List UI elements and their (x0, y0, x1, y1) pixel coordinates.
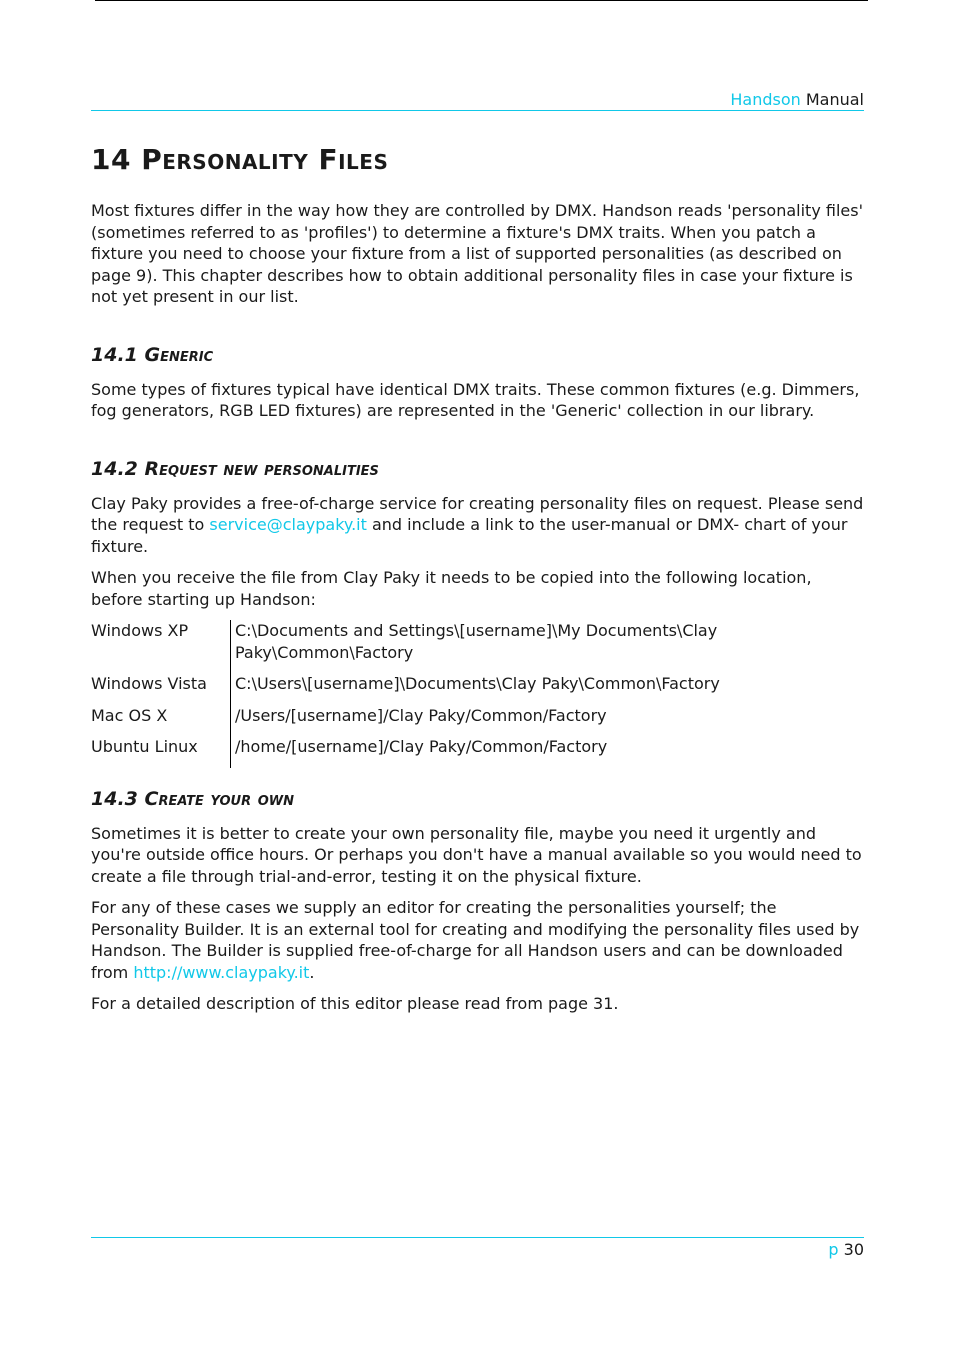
section-number: 14.2 (91, 457, 138, 480)
page-footer (91, 1240, 864, 1259)
website-link[interactable]: http://www.claypaky.it (133, 962, 310, 982)
chapter-title: Personality Files (141, 143, 389, 176)
top-rule (95, 0, 868, 1)
section-number: 14.1 (91, 343, 138, 366)
paths-table (91, 620, 864, 768)
page-number: 30 (843, 1240, 864, 1259)
text-run: . (309, 962, 315, 982)
os-path: C:\Users\[username]\Documents\Clay Paky\Common\Factory (231, 673, 865, 705)
section-title: Generic (144, 343, 214, 366)
table-row (91, 673, 864, 705)
page-content (91, 140, 864, 1025)
table-row (91, 705, 864, 737)
os-path: /home/[username]/Clay Paky/Common/Factory (231, 736, 865, 768)
os-name: Windows XP (91, 621, 189, 640)
location-paragraph: When you receive the file from Clay Paky it needs to be copied into the following location, before starting up Handson: (91, 568, 812, 609)
section-heading-generic (91, 342, 864, 368)
os-path: C:\Documents and Settings\[username]\My Documents\Clay Paky\Common\Factory (231, 620, 865, 673)
generic-paragraph: Some types of fixtures typical have identical DMX traits. These common fixtures (e.g. Dimmers, fog generators, RGB LED fixtures) are represented in the 'Generic' collection in our library. (91, 379, 860, 420)
create-paragraph-2 (91, 897, 864, 983)
section-title: Create your own (144, 787, 294, 810)
section-number: 14.3 (91, 787, 138, 810)
chapter-heading (91, 140, 864, 180)
section-heading-create (91, 786, 864, 812)
page-prefix: p (828, 1240, 839, 1259)
os-name: Mac OS X (91, 705, 168, 725)
request-paragraph (91, 493, 864, 558)
text-run: For any of these cases we supply an editor for creating the personalities yourself; the Personality Builder. It is an external tool for creating and modifying the personality files used by Handson. The Builder is supplied free-of-charge for all Handson users and can be downloaded from (91, 898, 860, 982)
header-title: Manual (805, 90, 864, 109)
create-paragraph-1: Sometimes it is better to create your own personality file, maybe you need it urgently and you're outside office hours. Or perhaps you don't have a manual available so you would need to create a file through trial-and-error, testing it on the physical fixture. (91, 823, 862, 886)
os-name: Windows Vista (91, 674, 207, 693)
footer-rule (91, 1237, 864, 1238)
email-link[interactable]: service@claypaky.it (209, 515, 367, 534)
section-title: Request new personalities (144, 457, 379, 480)
table-row (91, 620, 864, 673)
text-run: and include a link to the user-manual or DMX- chart of your fixture. (91, 515, 848, 556)
header-rule (91, 110, 864, 111)
header-brand: Handson (730, 90, 801, 109)
section-heading-request (91, 456, 864, 482)
os-name: Ubuntu Linux (91, 737, 198, 756)
page-header (91, 90, 864, 109)
table-row (91, 736, 864, 768)
intro-paragraph: Most fixtures differ in the way how they are controlled by DMX. Handson reads 'personality files' (sometimes referred to as 'profiles') to determine a fixture's DMX traits. When you patch a fixture you need to choose your fixture from a list of supported personalities (as described on page 9). This chapter describes how to obtain additional personality files in case your fixture is not yet present in our list. (91, 201, 863, 306)
create-paragraph-3: For a detailed description of this editor please read from page 31. (91, 994, 619, 1013)
text-run: Clay Paky provides a free-of-charge service for creating personality files on request. Please send the request to (91, 493, 864, 534)
os-path: /Users/[username]/Clay Paky/Common/Factory (231, 705, 865, 737)
chapter-number: 14 (91, 143, 131, 176)
